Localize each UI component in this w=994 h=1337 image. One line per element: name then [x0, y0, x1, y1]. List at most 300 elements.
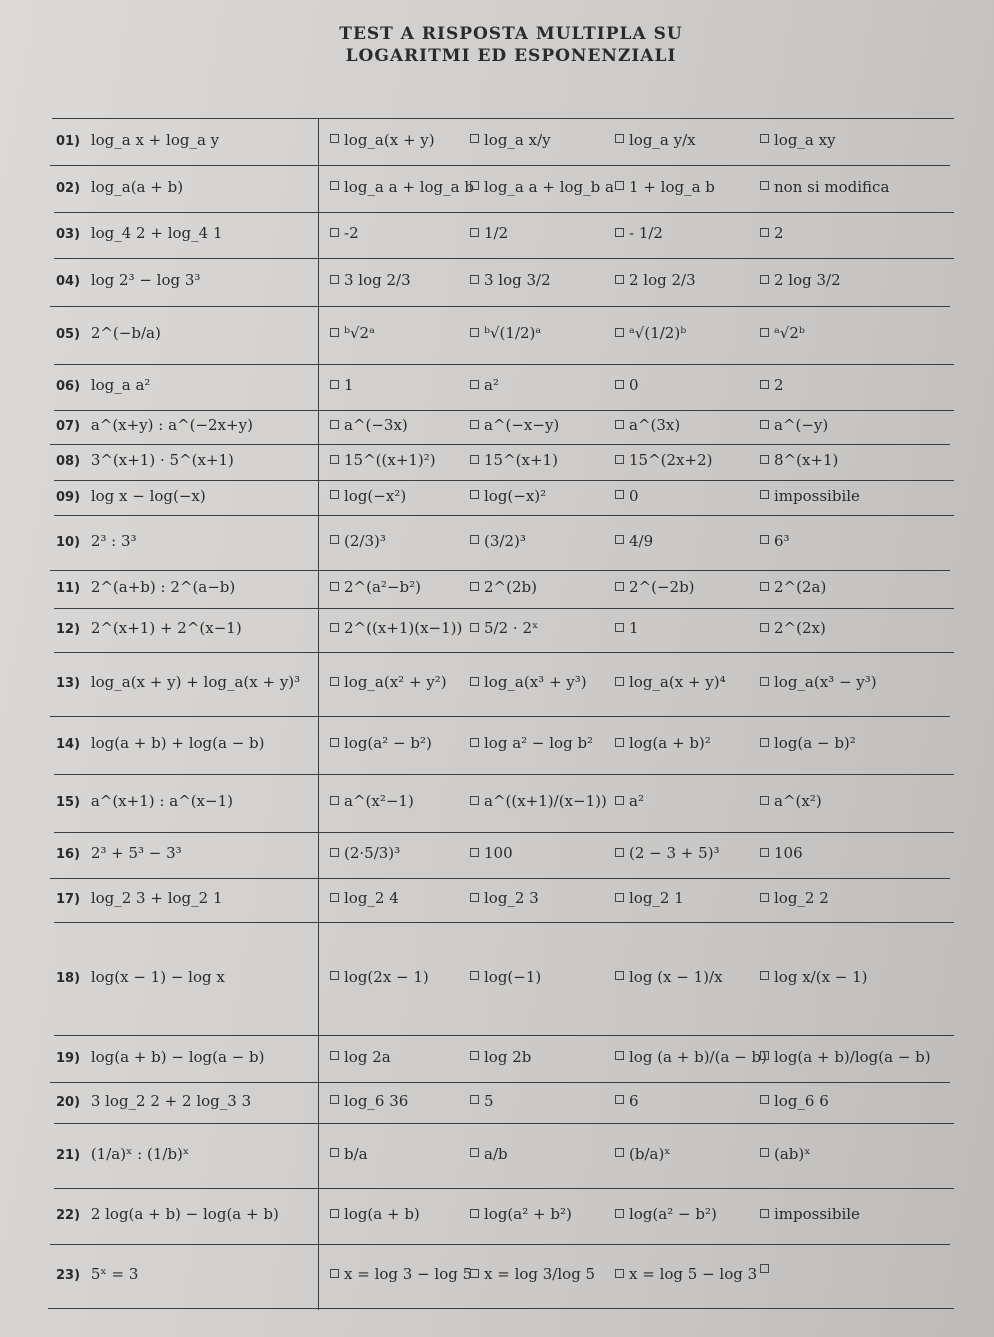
answer-option-label: 4/9: [629, 531, 654, 550]
checkbox[interactable]: [760, 623, 769, 632]
answer-option[interactable]: [615, 487, 639, 505]
answer-option-label: a^((x+1)/(x−1)): [484, 792, 607, 810]
question-2: [56, 178, 183, 196]
answer-option[interactable]: [760, 451, 838, 469]
checkbox[interactable]: [760, 893, 769, 902]
question-number: 09): [56, 489, 81, 505]
checkbox[interactable]: [615, 1209, 624, 1218]
answer-option[interactable]: [330, 271, 411, 289]
answer-option-label: log_a a + log_b a: [484, 177, 614, 196]
checkbox[interactable]: [470, 738, 479, 747]
answer-option-label: log_2 1: [629, 889, 684, 907]
checkbox[interactable]: [760, 490, 769, 499]
checkbox[interactable]: [760, 328, 769, 337]
checkbox[interactable]: [470, 1269, 479, 1278]
answer-option[interactable]: [760, 734, 856, 752]
answer-option[interactable]: [330, 1205, 420, 1223]
checkbox[interactable]: [470, 420, 479, 429]
answer-option[interactable]: [470, 619, 538, 637]
answer-option[interactable]: [615, 451, 712, 469]
answer-option-label: 1/2: [484, 224, 509, 242]
answer-option-label: log(a² − b²): [344, 734, 432, 752]
answer-option[interactable]: [330, 792, 414, 810]
checkbox[interactable]: [470, 1148, 479, 1157]
answer-option-label: log(−1): [484, 967, 542, 986]
answer-option-label: log(−x)²: [484, 486, 547, 505]
row-divider: [54, 832, 954, 833]
question-15: [56, 792, 233, 810]
answer-option[interactable]: [760, 1048, 931, 1066]
answer-option[interactable]: [330, 619, 462, 637]
question-8: [56, 451, 234, 469]
answer-option[interactable]: [615, 178, 715, 196]
answer-option[interactable]: [470, 324, 541, 342]
answer-option[interactable]: [470, 673, 587, 691]
checkbox[interactable]: [330, 1051, 339, 1060]
question-number: 17): [56, 892, 81, 907]
answer-option-label: log_a(x + y)⁴: [629, 673, 726, 691]
question-21: [56, 1145, 189, 1163]
checkbox[interactable]: [330, 796, 339, 805]
answer-option-label: log (x − 1)/x: [629, 967, 723, 986]
answer-option-label: log(a + b)/log(a − b): [774, 1047, 931, 1066]
question-12: [56, 619, 242, 637]
checkbox[interactable]: [470, 455, 479, 464]
checkbox[interactable]: [760, 275, 769, 284]
answer-option-label: 1: [344, 376, 354, 394]
column-divider: [318, 118, 319, 1310]
answer-option-label: 0: [629, 486, 639, 505]
answer-option[interactable]: [330, 532, 386, 550]
answer-option[interactable]: [470, 1145, 508, 1163]
answer-option[interactable]: [760, 619, 826, 637]
checkbox[interactable]: [330, 455, 339, 464]
answer-option-label: non si modifica: [774, 177, 890, 196]
question-expression: log_4 2 + log_4 1: [86, 224, 223, 242]
checkbox[interactable]: [330, 228, 339, 237]
checkbox[interactable]: [470, 535, 479, 544]
answer-option[interactable]: [470, 1265, 595, 1283]
row-divider: [54, 1188, 954, 1189]
question-expression: log(a + b) − log(a − b): [86, 1047, 265, 1066]
checkbox[interactable]: [615, 420, 624, 429]
checkbox[interactable]: [330, 490, 339, 499]
checkbox[interactable]: [615, 181, 624, 190]
answer-option[interactable]: [470, 1048, 531, 1066]
checkbox[interactable]: [470, 1209, 479, 1218]
checkbox[interactable]: [615, 623, 624, 632]
answer-option-label: 100: [484, 844, 513, 862]
checkbox[interactable]: [330, 328, 339, 337]
checkbox[interactable]: [615, 738, 624, 747]
answer-option[interactable]: [760, 1205, 860, 1223]
answer-option-label: (2 − 3 + 5)³: [629, 844, 720, 862]
checkbox[interactable]: [760, 1148, 769, 1157]
row-divider: [54, 608, 954, 609]
answer-option-label: 2^(2a): [774, 578, 827, 596]
answer-option[interactable]: [470, 792, 607, 810]
answer-option[interactable]: [760, 178, 889, 196]
answer-option[interactable]: [470, 224, 508, 242]
question-expression: 2³ : 3³: [86, 531, 137, 550]
row-divider: [50, 570, 950, 571]
question-10: [56, 532, 137, 550]
answer-option-label: log_a(x² + y²): [344, 673, 447, 691]
answer-option[interactable]: [760, 889, 829, 907]
answer-option-label: log 2b: [484, 1047, 532, 1066]
answer-option-label: log_a(x + y): [344, 130, 435, 149]
answer-option-label: b/a: [344, 1144, 368, 1163]
answer-option[interactable]: [330, 673, 447, 691]
question-number: 15): [56, 795, 81, 810]
answer-option[interactable]: [760, 673, 877, 691]
title-line-1: TEST A RISPOSTA MULTIPLA SU: [339, 24, 683, 44]
answer-option[interactable]: [330, 1048, 391, 1066]
row-divider: [50, 165, 950, 166]
answer-option-label: (3/2)³: [484, 531, 526, 550]
checkbox[interactable]: [470, 275, 479, 284]
answer-option-label: 2 log 2/3: [629, 271, 696, 289]
answer-option[interactable]: [330, 487, 406, 505]
row-divider: [50, 306, 950, 307]
answer-option[interactable]: [760, 1092, 829, 1110]
checkbox[interactable]: [615, 490, 624, 499]
row-divider: [54, 922, 954, 923]
answer-option[interactable]: [330, 416, 408, 434]
answer-option-label: a^(x²): [774, 792, 822, 810]
answer-option-label: 2: [774, 224, 784, 242]
answer-option-label: 8^(x+1): [774, 451, 839, 469]
checkbox[interactable]: [330, 623, 339, 632]
answer-option[interactable]: [760, 1145, 811, 1163]
checkbox[interactable]: [330, 1269, 339, 1278]
answer-option[interactable]: [760, 968, 868, 986]
checkbox[interactable]: [470, 893, 479, 902]
checkbox[interactable]: [760, 535, 769, 544]
checkbox[interactable]: [615, 228, 624, 237]
checkbox[interactable]: [760, 796, 769, 805]
answer-option[interactable]: [330, 451, 436, 469]
checkbox[interactable]: [330, 380, 339, 389]
answer-option-label: log(−x²): [344, 486, 407, 505]
checkbox[interactable]: [470, 1095, 479, 1104]
answer-option-label: log_a a + log_a b: [344, 177, 474, 196]
answer-option[interactable]: [615, 578, 695, 596]
answer-option[interactable]: [470, 416, 559, 434]
answer-option[interactable]: [330, 1145, 368, 1163]
checkbox[interactable]: [760, 1264, 769, 1273]
answer-option[interactable]: [470, 578, 537, 596]
checkbox[interactable]: [470, 181, 479, 190]
answer-option[interactable]: [760, 324, 805, 342]
checkbox[interactable]: [470, 677, 479, 686]
checkbox[interactable]: [330, 582, 339, 591]
answer-option[interactable]: [470, 487, 546, 505]
question-expression: 2 log(a + b) − log(a + b): [86, 1205, 279, 1223]
row-divider: [54, 652, 954, 653]
question-number: 02): [56, 180, 81, 196]
checkbox[interactable]: [615, 380, 624, 389]
answer-option-label: log_6 36: [344, 1091, 409, 1110]
row-divider: [54, 480, 954, 481]
answer-option[interactable]: [615, 131, 696, 149]
answer-option[interactable]: [760, 844, 803, 862]
question-expression: 2^(−b/a): [86, 324, 161, 342]
answer-option-label: 2 log 3/2: [774, 271, 841, 289]
answer-option-label: x = log 5 − log 3: [629, 1265, 758, 1283]
checkbox[interactable]: [330, 1148, 339, 1157]
checkbox[interactable]: [615, 796, 624, 805]
answer-option[interactable]: [760, 487, 860, 505]
answer-option-label: a^(−x−y): [484, 416, 560, 434]
answer-option[interactable]: [330, 734, 432, 752]
checkbox[interactable]: [330, 848, 339, 857]
checkbox[interactable]: [615, 535, 624, 544]
checkbox[interactable]: [760, 134, 769, 143]
question-expression: log 2³ − log 3³: [86, 271, 201, 289]
row-divider: [50, 444, 950, 445]
answer-option[interactable]: [760, 224, 784, 242]
answer-option[interactable]: [330, 324, 375, 342]
table-border: [52, 118, 954, 119]
answer-option-label: 1 + log_a b: [629, 177, 715, 196]
question-expression: 2³ + 5³ − 3³: [86, 844, 182, 862]
answer-option-label: - 1/2: [629, 224, 663, 242]
row-divider: [54, 1035, 954, 1036]
row-divider: [54, 258, 954, 259]
answer-option[interactable]: [615, 1265, 757, 1283]
answer-option[interactable]: [470, 451, 558, 469]
answer-option[interactable]: [470, 131, 551, 149]
checkbox[interactable]: [615, 1148, 624, 1157]
checkbox[interactable]: [470, 623, 479, 632]
question-number: 18): [56, 970, 81, 986]
question-expression: 2^(a+b) : 2^(a−b): [86, 578, 236, 596]
checkbox[interactable]: [760, 181, 769, 190]
answer-option[interactable]: [330, 376, 354, 394]
question-number: 10): [56, 534, 81, 550]
answer-option[interactable]: [470, 889, 539, 907]
checkbox[interactable]: [615, 328, 624, 337]
answer-option[interactable]: [615, 224, 663, 242]
checkbox[interactable]: [330, 420, 339, 429]
answer-option-label: 2: [774, 376, 784, 394]
answer-option[interactable]: [615, 619, 639, 637]
checkbox[interactable]: [470, 228, 479, 237]
answer-option[interactable]: [760, 1265, 774, 1274]
answer-option[interactable]: [615, 532, 653, 550]
checkbox[interactable]: [760, 971, 769, 980]
checkbox[interactable]: [760, 1051, 769, 1060]
question-expression: 5ˣ = 3: [86, 1265, 139, 1283]
question-expression: 3^(x+1) · 5^(x+1): [86, 451, 234, 469]
checkbox[interactable]: [330, 677, 339, 686]
question-20: [56, 1092, 251, 1110]
checkbox[interactable]: [760, 677, 769, 686]
answer-option[interactable]: [615, 376, 639, 394]
row-divider: [54, 1123, 954, 1124]
answer-option[interactable]: [760, 271, 841, 289]
checkbox[interactable]: [615, 582, 624, 591]
answer-option[interactable]: [470, 1092, 494, 1110]
checkbox[interactable]: [330, 181, 339, 190]
answer-option[interactable]: [330, 131, 435, 149]
checkbox[interactable]: [470, 134, 479, 143]
answer-option[interactable]: [760, 416, 828, 434]
answer-option-label: ᵃ√(1/2)ᵇ: [629, 324, 687, 342]
answer-option-label: log(a² + b²): [484, 1205, 572, 1223]
checkbox[interactable]: [760, 380, 769, 389]
checkbox[interactable]: [760, 1095, 769, 1104]
answer-option[interactable]: [330, 968, 429, 986]
answer-option[interactable]: [470, 271, 551, 289]
answer-option-label: 6: [629, 1091, 639, 1110]
answer-option[interactable]: [470, 376, 499, 394]
question-expression: log_a(a + b): [86, 177, 184, 196]
checkbox[interactable]: [470, 1051, 479, 1060]
checkbox[interactable]: [760, 1209, 769, 1218]
answer-option[interactable]: [615, 734, 711, 752]
question-number: 12): [56, 622, 81, 637]
question-23: [56, 1265, 138, 1283]
answer-option[interactable]: [470, 844, 513, 862]
answer-option[interactable]: [615, 1205, 717, 1223]
answer-option[interactable]: [330, 178, 474, 196]
answer-option[interactable]: [615, 673, 726, 691]
checkbox[interactable]: [470, 971, 479, 980]
answer-option[interactable]: [760, 792, 822, 810]
answer-option-label: ᵇ√2ᵃ: [344, 324, 375, 342]
answer-option[interactable]: [330, 578, 421, 596]
row-divider: [50, 1082, 950, 1083]
question-expression: log_2 3 + log_2 1: [86, 889, 223, 907]
answer-option-label: x = log 3/log 5: [484, 1265, 596, 1283]
answer-option-label: x = log 3 − log 5: [344, 1265, 473, 1283]
checkbox[interactable]: [615, 134, 624, 143]
answer-option[interactable]: [615, 889, 684, 907]
checkbox[interactable]: [615, 848, 624, 857]
answer-option[interactable]: [760, 532, 790, 550]
answer-option[interactable]: [760, 131, 836, 149]
question-expression: log x − log(−x): [86, 486, 206, 505]
answer-option-label: 6³: [774, 531, 790, 550]
answer-option-label: (ab)ˣ: [774, 1144, 811, 1163]
answer-option[interactable]: [470, 968, 541, 986]
answer-option[interactable]: [615, 1145, 671, 1163]
checkbox[interactable]: [615, 275, 624, 284]
checkbox[interactable]: [470, 380, 479, 389]
answer-option[interactable]: [330, 844, 400, 862]
checkbox[interactable]: [470, 848, 479, 857]
question-11: [56, 578, 235, 596]
checkbox[interactable]: [615, 971, 624, 980]
question-expression: a^(x+1) : a^(x−1): [86, 792, 233, 810]
question-5: [56, 324, 161, 342]
answer-option-label: a^(3x): [629, 416, 681, 434]
question-16: [56, 844, 182, 862]
answer-option-label: log_6 6: [774, 1091, 829, 1110]
answer-option[interactable]: [470, 734, 593, 752]
checkbox[interactable]: [470, 490, 479, 499]
answer-option-label: 15^(x+1): [484, 451, 558, 469]
checkbox[interactable]: [330, 275, 339, 284]
row-divider: [50, 878, 950, 879]
checkbox[interactable]: [615, 1269, 624, 1278]
answer-option[interactable]: [760, 578, 826, 596]
question-7: [56, 416, 253, 434]
row-divider: [54, 774, 954, 775]
checkbox[interactable]: [760, 738, 769, 747]
answer-option[interactable]: [615, 844, 720, 862]
answer-option[interactable]: [615, 271, 696, 289]
checkbox[interactable]: [615, 677, 624, 686]
row-divider: [54, 515, 954, 516]
answer-option[interactable]: [615, 792, 644, 810]
answer-option[interactable]: [615, 968, 723, 986]
checkbox[interactable]: [470, 582, 479, 591]
answer-option-label: 2^(−2b): [629, 578, 695, 596]
question-number: 23): [56, 1268, 81, 1283]
answer-option-label: log(a + b)²: [629, 734, 711, 752]
checkbox[interactable]: [330, 738, 339, 747]
checkbox[interactable]: [760, 420, 769, 429]
answer-option[interactable]: [470, 1205, 572, 1223]
answer-option[interactable]: [615, 1048, 767, 1066]
checkbox[interactable]: [470, 796, 479, 805]
checkbox[interactable]: [615, 1051, 624, 1060]
answer-option[interactable]: [470, 178, 614, 196]
answer-option[interactable]: [615, 1092, 639, 1110]
checkbox[interactable]: [615, 455, 624, 464]
checkbox[interactable]: [330, 1095, 339, 1104]
answer-option-label: 5: [484, 1091, 494, 1110]
checkbox[interactable]: [330, 134, 339, 143]
question-number: 20): [56, 1094, 81, 1110]
checkbox[interactable]: [330, 893, 339, 902]
checkbox[interactable]: [330, 535, 339, 544]
answer-option-label: 0: [629, 376, 639, 394]
answer-option-label: 15^((x+1)²): [344, 451, 436, 469]
answer-option-label: 3 log 2/3: [344, 271, 411, 289]
checkbox[interactable]: [470, 328, 479, 337]
answer-option-label: log(a + b): [344, 1205, 420, 1223]
checkbox[interactable]: [760, 455, 769, 464]
answer-option[interactable]: [330, 1092, 408, 1110]
answer-option-label: log x/(x − 1): [774, 967, 868, 986]
answer-option-label: 5/2 · 2ˣ: [484, 619, 539, 637]
answer-option[interactable]: [615, 324, 686, 342]
answer-option-label: 15^(2x+2): [629, 451, 713, 469]
checkbox[interactable]: [760, 848, 769, 857]
checkbox[interactable]: [760, 228, 769, 237]
answer-option[interactable]: [615, 416, 680, 434]
answer-option[interactable]: [330, 1265, 472, 1283]
answer-option-label: (2/3)³: [344, 531, 386, 550]
answer-option-label: log_a(x³ − y³): [774, 673, 877, 691]
checkbox[interactable]: [330, 1209, 339, 1218]
checkbox[interactable]: [760, 582, 769, 591]
answer-option-label: impossibile: [774, 1205, 860, 1223]
question-number: 05): [56, 327, 81, 342]
answer-option[interactable]: [330, 889, 399, 907]
checkbox[interactable]: [330, 971, 339, 980]
answer-option-label: 2^((x+1)(x−1)): [344, 619, 463, 637]
checkbox[interactable]: [615, 893, 624, 902]
checkbox[interactable]: [615, 1095, 624, 1104]
answer-option[interactable]: [330, 224, 359, 242]
answer-option[interactable]: [760, 376, 784, 394]
answer-option[interactable]: [470, 532, 526, 550]
